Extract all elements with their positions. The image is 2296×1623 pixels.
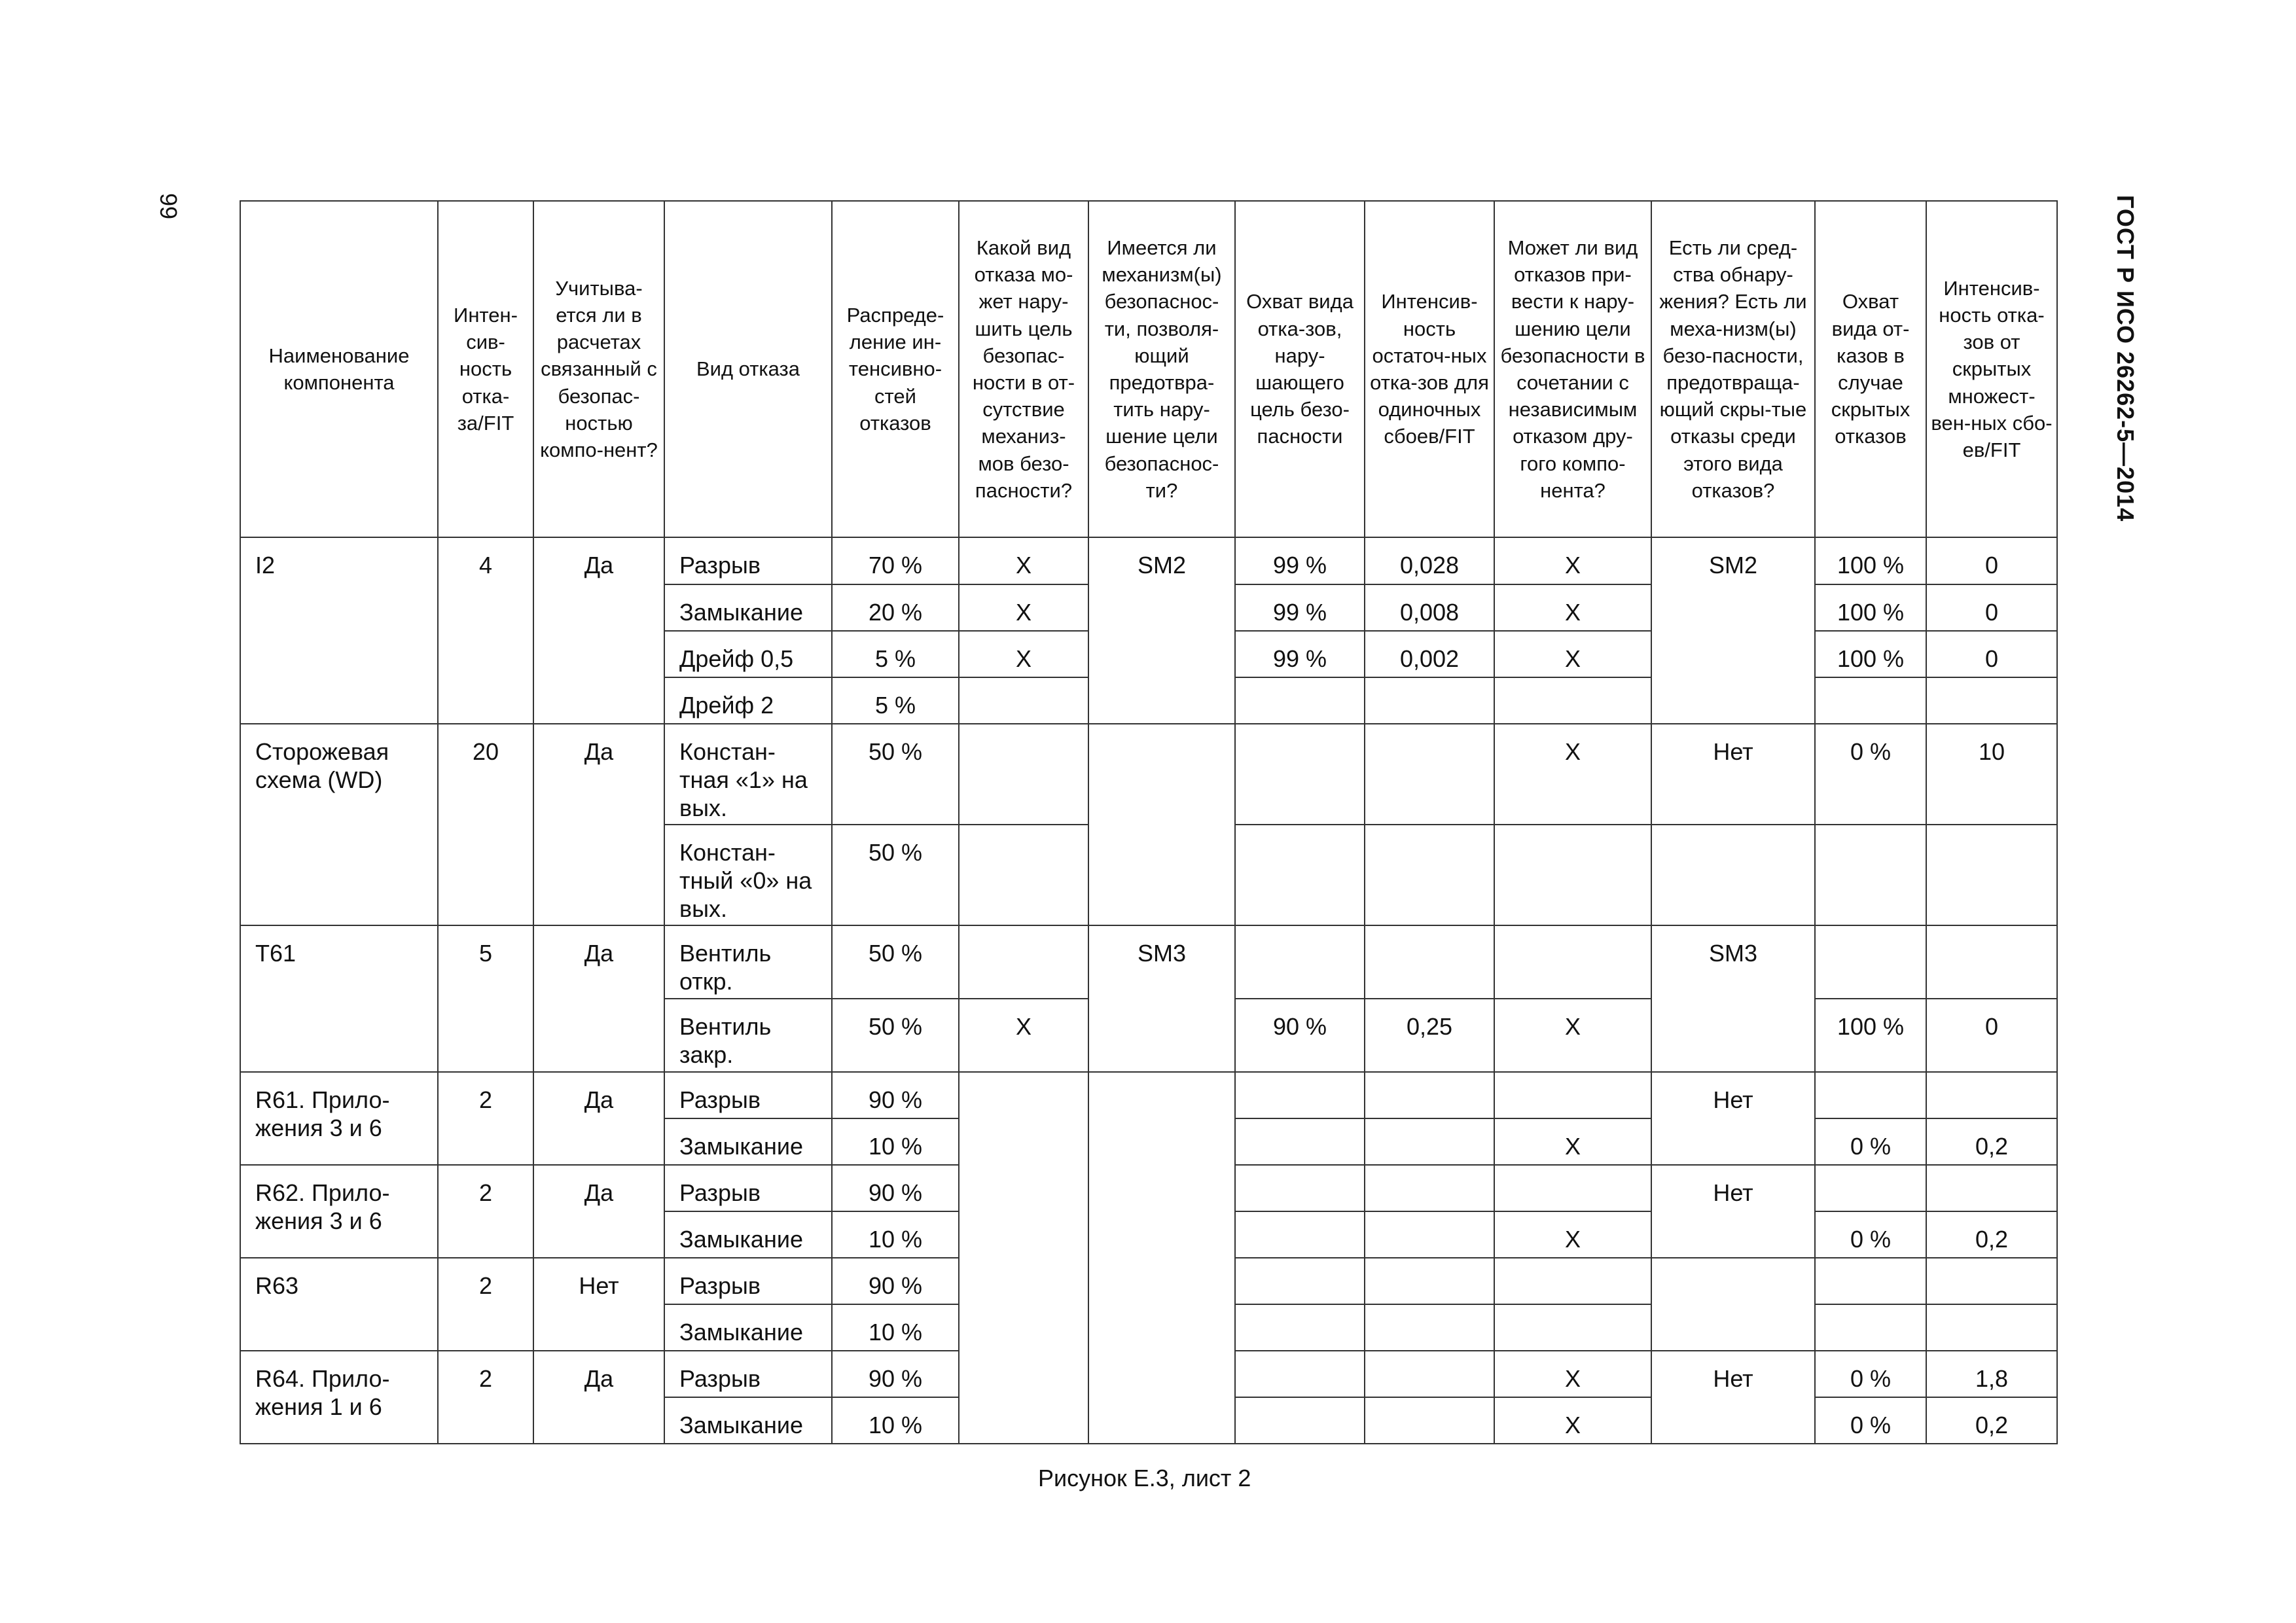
coverage	[1235, 1165, 1365, 1211]
component-name: R63	[240, 1258, 438, 1351]
col-header-coverage: Охват вида отка-зов, нару-шающего цель безо-пасности	[1235, 201, 1365, 537]
col-header-safety-mechanism: Имеется ли механизм(ы) безопаснос-ти, позволя-ющий предотвра-тить нару-шение цели безопаснос-ти?	[1088, 201, 1235, 537]
latent-coverage	[1815, 925, 1926, 999]
page-number: 99	[155, 193, 182, 220]
latent-coverage: 0 %	[1815, 724, 1926, 825]
latent-coverage	[1815, 677, 1926, 724]
latent-coverage: 0 %	[1815, 1118, 1926, 1165]
distribution: 50 %	[832, 825, 959, 925]
residual-rate	[1365, 724, 1494, 825]
col-header-latent-coverage: Охват вида от-казов в случае скрытых отказов	[1815, 201, 1926, 537]
col-header-combined-failure: Может ли вид отказов при-вести к нару-шению цели безопасности в сочетании с независимым отказом дру-гого компо-нента?	[1494, 201, 1651, 537]
col-header-safety-related: Учитыва-ется ли в расчетах связанный с безопас-ностью компо-нент?	[533, 201, 664, 537]
combined-failure	[1494, 1072, 1651, 1118]
coverage	[1235, 1304, 1365, 1351]
distribution: 10 %	[832, 1397, 959, 1444]
combined-failure: X	[1494, 1211, 1651, 1258]
latent-coverage: 100 %	[1815, 631, 1926, 677]
safety-mechanism	[1088, 1072, 1235, 1444]
residual-rate	[1365, 1118, 1494, 1165]
safety-related: Да	[533, 1351, 664, 1444]
violates-goal	[959, 677, 1088, 724]
safety-related: Да	[533, 724, 664, 925]
violates-goal	[959, 825, 1088, 925]
distribution: 50 %	[832, 724, 959, 825]
detection: Нет	[1651, 1165, 1815, 1258]
latent-rate	[1926, 1165, 2057, 1211]
latent-rate: 0,2	[1926, 1397, 2057, 1444]
coverage	[1235, 1118, 1365, 1165]
latent-coverage: 0 %	[1815, 1397, 1926, 1444]
coverage: 99 %	[1235, 584, 1365, 631]
safety-related: Нет	[533, 1258, 664, 1351]
failure-mode: Констан-тный «0» на вых.	[664, 825, 832, 925]
failure-rate: 2	[438, 1072, 533, 1165]
violates-goal: X	[959, 999, 1088, 1072]
combined-failure	[1494, 1304, 1651, 1351]
violates-goal: X	[959, 631, 1088, 677]
residual-rate	[1365, 1304, 1494, 1351]
failure-mode: Разрыв	[664, 1165, 832, 1211]
fmea-table	[240, 200, 2058, 1444]
combined-failure	[1494, 925, 1651, 999]
latent-rate	[1926, 1072, 2057, 1118]
failure-rate: 2	[438, 1165, 533, 1258]
coverage	[1235, 825, 1365, 925]
violates-goal: X	[959, 584, 1088, 631]
safety-mechanism	[1088, 724, 1235, 925]
violates-goal	[959, 724, 1088, 825]
latent-coverage: 100 %	[1815, 584, 1926, 631]
latent-coverage	[1815, 825, 1926, 925]
distribution: 90 %	[832, 1351, 959, 1397]
distribution: 50 %	[832, 925, 959, 999]
latent-rate	[1926, 1304, 2057, 1351]
combined-failure	[1494, 1165, 1651, 1211]
table-row	[240, 537, 2057, 584]
figure-caption: Рисунок Е.3, лист 2	[1038, 1465, 1251, 1491]
failure-mode: Разрыв	[664, 537, 832, 584]
residual-rate	[1365, 1211, 1494, 1258]
residual-rate: 0,25	[1365, 999, 1494, 1072]
col-header-detection: Есть ли сред-ства обнару-жения? Есть ли меха-низм(ы) безо-пасности, предотвраща-ющий скры-тые отказы среди этого вида отказов?	[1651, 201, 1815, 537]
detection: Нет	[1651, 724, 1815, 825]
detection: SM3	[1651, 925, 1815, 1072]
latent-rate: 0,2	[1926, 1118, 2057, 1165]
failure-mode: Замыкание	[664, 1118, 832, 1165]
table-row	[240, 724, 2057, 825]
coverage	[1235, 1397, 1365, 1444]
failure-mode: Разрыв	[664, 1258, 832, 1304]
coverage: 99 %	[1235, 631, 1365, 677]
failure-mode: Замыкание	[664, 584, 832, 631]
col-header-residual-rate: Интенсив-ность остаточ-ных отка-зов для одиночных сбоев/FIT	[1365, 201, 1494, 537]
combined-failure: X	[1494, 724, 1651, 825]
combined-failure: X	[1494, 1397, 1651, 1444]
combined-failure: X	[1494, 537, 1651, 584]
distribution: 90 %	[832, 1072, 959, 1118]
coverage	[1235, 677, 1365, 724]
distribution: 5 %	[832, 631, 959, 677]
residual-rate	[1365, 1351, 1494, 1397]
col-header-violates-goal: Какой вид отказа мо-жет нару-шить цель безопас-ности в от-сутствие механиз-мов безо-пасности?	[959, 201, 1088, 537]
residual-rate	[1365, 925, 1494, 999]
failure-mode: Разрыв	[664, 1072, 832, 1118]
failure-mode: Замыкание	[664, 1397, 832, 1444]
latent-rate	[1926, 677, 2057, 724]
col-header-component: Наименование компонента	[240, 201, 438, 537]
latent-coverage: 100 %	[1815, 537, 1926, 584]
residual-rate: 0,002	[1365, 631, 1494, 677]
failure-mode: Дрейф 2	[664, 677, 832, 724]
table-row	[240, 1072, 2057, 1118]
table-row	[240, 925, 2057, 999]
failure-rate: 2	[438, 1258, 533, 1351]
component-name: T61	[240, 925, 438, 1072]
failure-rate: 5	[438, 925, 533, 1072]
combined-failure: X	[1494, 1351, 1651, 1397]
latent-coverage: 0 %	[1815, 1211, 1926, 1258]
residual-rate	[1365, 1397, 1494, 1444]
residual-rate	[1365, 1165, 1494, 1211]
coverage	[1235, 1351, 1365, 1397]
distribution: 20 %	[832, 584, 959, 631]
latent-coverage	[1815, 1304, 1926, 1351]
failure-mode: Вентиль откр.	[664, 925, 832, 999]
failure-mode: Дрейф 0,5	[664, 631, 832, 677]
header-row	[240, 201, 2057, 537]
component-name: R62. Прило-жения 3 и 6	[240, 1165, 438, 1258]
violates-goal: X	[959, 537, 1088, 584]
distribution: 10 %	[832, 1118, 959, 1165]
latent-rate: 0	[1926, 999, 2057, 1072]
failure-rate: 2	[438, 1351, 533, 1444]
safety-related: Да	[533, 1165, 664, 1258]
distribution: 10 %	[832, 1211, 959, 1258]
safety-related: Да	[533, 1072, 664, 1165]
component-name: I2	[240, 537, 438, 724]
residual-rate	[1365, 1258, 1494, 1304]
latent-coverage	[1815, 1258, 1926, 1304]
violates-goal	[959, 1072, 1088, 1444]
combined-failure: X	[1494, 999, 1651, 1072]
distribution: 5 %	[832, 677, 959, 724]
combined-failure: X	[1494, 1118, 1651, 1165]
component-name: Сторожевая схема (WD)	[240, 724, 438, 925]
latent-coverage	[1815, 1072, 1926, 1118]
latent-rate	[1926, 925, 2057, 999]
failure-rate: 4	[438, 537, 533, 724]
combined-failure: X	[1494, 584, 1651, 631]
residual-rate	[1365, 825, 1494, 925]
safety-related: Да	[533, 537, 664, 724]
component-name: R64. Прило-жения 1 и 6	[240, 1351, 438, 1444]
col-header-failure-rate: Интен-сив-ность отка-за/FIT	[438, 201, 533, 537]
combined-failure	[1494, 677, 1651, 724]
failure-mode: Вентиль закр.	[664, 999, 832, 1072]
detection	[1651, 1258, 1815, 1351]
combined-failure	[1494, 1258, 1651, 1304]
latent-rate	[1926, 1258, 2057, 1304]
latent-rate: 0,2	[1926, 1211, 2057, 1258]
latent-rate: 0	[1926, 537, 2057, 584]
coverage	[1235, 925, 1365, 999]
coverage	[1235, 1072, 1365, 1118]
residual-rate	[1365, 1072, 1494, 1118]
col-header-failure-mode: Вид отказа	[664, 201, 832, 537]
latent-coverage: 0 %	[1815, 1351, 1926, 1397]
distribution: 90 %	[832, 1165, 959, 1211]
detection: Нет	[1651, 1351, 1815, 1444]
failure-mode: Замыкание	[664, 1304, 832, 1351]
coverage	[1235, 1258, 1365, 1304]
safety-related: Да	[533, 925, 664, 1072]
coverage	[1235, 1211, 1365, 1258]
latent-coverage: 100 %	[1815, 999, 1926, 1072]
component-name: R61. Прило-жения 3 и 6	[240, 1072, 438, 1165]
failure-mode: Констан-тная «1» на вых.	[664, 724, 832, 825]
coverage: 99 %	[1235, 537, 1365, 584]
combined-failure	[1494, 825, 1651, 925]
distribution: 70 %	[832, 537, 959, 584]
latent-coverage	[1815, 1165, 1926, 1211]
failure-mode: Разрыв	[664, 1351, 832, 1397]
document-code: ГОСТ Р ИСО 26262-5—2014	[2112, 195, 2139, 522]
failure-mode: Замыкание	[664, 1211, 832, 1258]
col-header-distribution: Распреде-ление ин-тенсивно-стей отказов	[832, 201, 959, 537]
distribution: 10 %	[832, 1304, 959, 1351]
safety-mechanism: SM2	[1088, 537, 1235, 724]
detection	[1651, 825, 1815, 925]
latent-rate: 0	[1926, 584, 2057, 631]
coverage: 90 %	[1235, 999, 1365, 1072]
distribution: 50 %	[832, 999, 959, 1072]
coverage	[1235, 724, 1365, 825]
failure-rate: 20	[438, 724, 533, 925]
violates-goal	[959, 925, 1088, 999]
latent-rate: 10	[1926, 724, 2057, 825]
residual-rate	[1365, 677, 1494, 724]
distribution: 90 %	[832, 1258, 959, 1304]
latent-rate: 1,8	[1926, 1351, 2057, 1397]
residual-rate: 0,008	[1365, 584, 1494, 631]
detection: SM2	[1651, 537, 1815, 724]
col-header-latent-rate: Интенсив-ность отка-зов от скрытых множест-вен-ных сбо-ев/FIT	[1926, 201, 2057, 537]
residual-rate: 0,028	[1365, 537, 1494, 584]
safety-mechanism: SM3	[1088, 925, 1235, 1072]
latent-rate	[1926, 825, 2057, 925]
combined-failure: X	[1494, 631, 1651, 677]
detection: Нет	[1651, 1072, 1815, 1165]
latent-rate: 0	[1926, 631, 2057, 677]
